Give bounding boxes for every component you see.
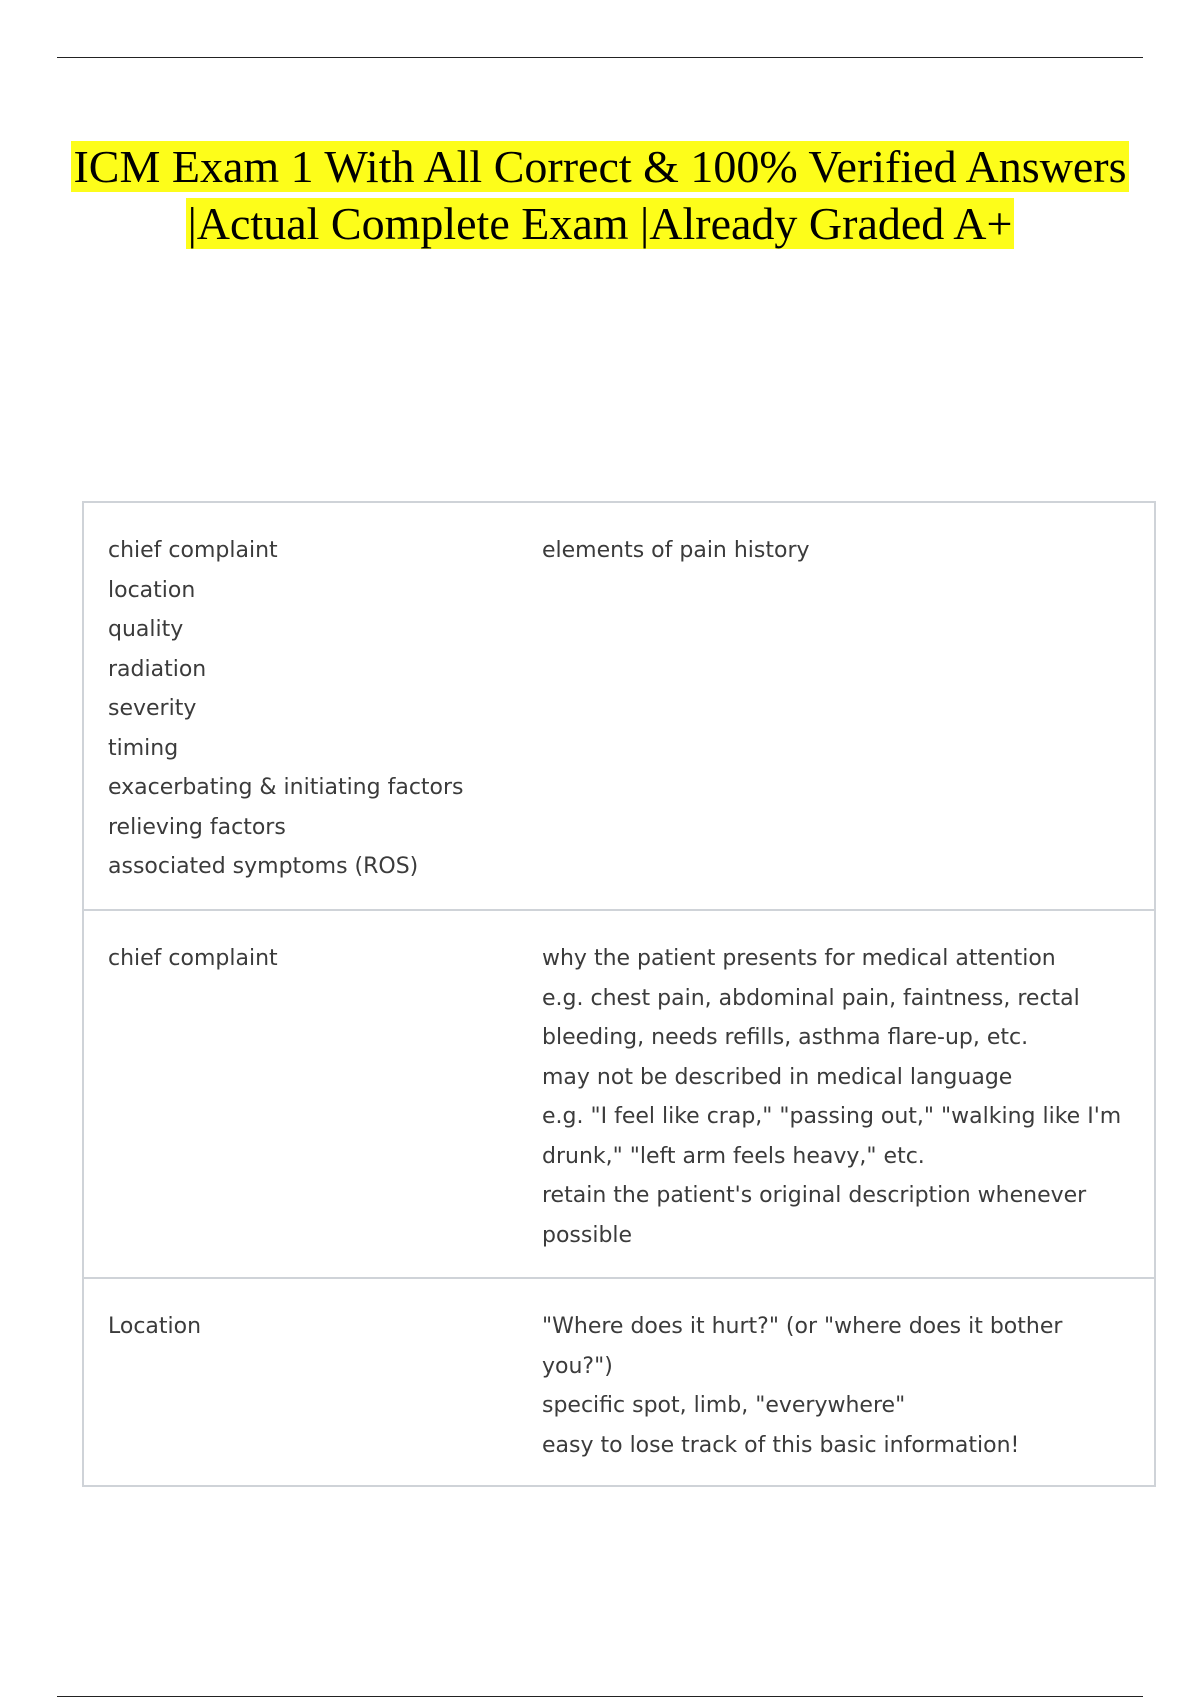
top-rule bbox=[57, 57, 1143, 58]
term-line: associated symptoms (ROS) bbox=[108, 854, 419, 879]
term-line: chief complaint bbox=[108, 538, 278, 563]
definition-line: drunk," "left arm feels heavy," etc. bbox=[542, 1143, 925, 1169]
definition-cell bbox=[542, 939, 1154, 1277]
definition-line: may not be described in medical language bbox=[542, 1064, 1013, 1090]
term-cell bbox=[84, 1307, 542, 1485]
term-line: radiation bbox=[108, 656, 207, 682]
definition-line: specific spot, limb, "everywhere" bbox=[542, 1393, 906, 1418]
definition-line: e.g. chest pain, abdominal pain, faintness, rectal bbox=[542, 985, 1080, 1011]
term-cell bbox=[84, 939, 542, 1277]
flashcard-row bbox=[84, 1277, 1154, 1485]
term-line: exacerbating & initiating factors bbox=[108, 775, 464, 800]
term-line: quality bbox=[108, 617, 184, 642]
bottom-rule bbox=[57, 1696, 1143, 1697]
definition-line: easy to lose track of this basic information! bbox=[542, 1432, 1020, 1458]
definition-line: retain the patient's original description whenever bbox=[542, 1183, 1087, 1208]
flashcard-row bbox=[84, 909, 1154, 1277]
term-line: timing bbox=[108, 735, 179, 761]
title-line-1: ICM Exam 1 With All Correct & 100% Verified Answers bbox=[73, 141, 1127, 192]
definition-line: elements of pain history bbox=[542, 538, 810, 563]
term-cell bbox=[84, 531, 542, 909]
term-line: relieving factors bbox=[108, 814, 286, 840]
term-line: location bbox=[108, 577, 196, 603]
definition-line: possible bbox=[542, 1222, 633, 1248]
flashcard-table bbox=[82, 501, 1156, 1487]
flashcard-row bbox=[84, 503, 1154, 909]
term-line: chief complaint bbox=[108, 946, 278, 971]
definition-line: e.g. "I feel like crap," "passing out," "walking like I'm bbox=[542, 1104, 1122, 1129]
definition-line: "Where does it hurt?" (or "where does it bother bbox=[542, 1314, 1063, 1339]
definition-cell bbox=[542, 531, 1154, 909]
definition-cell bbox=[542, 1307, 1154, 1485]
definition-line: bleeding, needs refills, asthma flare-up, etc. bbox=[542, 1025, 1029, 1050]
document-title bbox=[30, 138, 1170, 252]
definition-line: you?") bbox=[542, 1353, 613, 1379]
term-line: Location bbox=[108, 1314, 202, 1339]
title-line-2: |Actual Complete Exam |Already Graded A+ bbox=[187, 198, 1013, 249]
definition-line: why the patient presents for medical attention bbox=[542, 946, 1056, 971]
term-line: severity bbox=[108, 696, 197, 721]
